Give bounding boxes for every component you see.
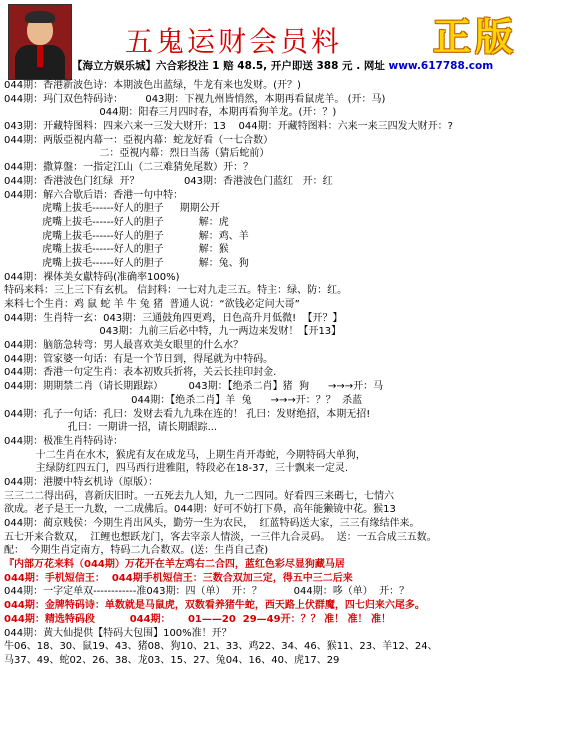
text-line: 虎嘴上拔毛------好人的胆子 解：兔、狗 [4, 257, 249, 269]
text-line: 主绿防红四五门，四马西行进雅阻，特段必在18-37，三十飘来一定灵. [4, 463, 349, 475]
text-line: 044期：手机短信王： 044期手机短信王：三数合双加三定，得五中三二后来 [4, 572, 353, 584]
text-line: 来料七个生肖：鸡 鼠 蛇 羊 牛 兔 猪 普通人说：“欲钱必定问大哥” [4, 299, 300, 310]
text-line: 044期：一字定单双------------准043期：四（单） 开：？ 044期：哆（单） 开：？ [4, 586, 410, 598]
text-line: 虎嘴上拔毛------好人的胆子 期期公开 [4, 203, 220, 215]
text-line: 十二生肖在水木，猴虎有友在成龙马，上期生肖开毒蛇，今期特码大单狗， [4, 449, 366, 461]
text-line: 044期：撒算盤：一指定江山（二三难猜免尾数）开：？ [4, 162, 254, 174]
text-line: 五七开来合数双， 江鲤也想跃龙门，客去宰亲人情淡，一三伴九合灵码。 送：一五合成三五数。 [4, 531, 437, 543]
promo-url-link[interactable]: www.617788.com [388, 60, 494, 72]
promo-text: 【海立方娱乐城】六合彩投注 1 赔 48.5, 开户即送 388 元 . 网址 [72, 60, 385, 72]
text-line: 044期：管家婆一句话：有是一个节日到，得尾就为中特码。 [4, 353, 274, 365]
text-line: 044期：精选特码段 044期： 01——20 29—49开：？？ 准！ 准！ 准！ [4, 613, 392, 625]
text-line: 马37、49、蛇02、26、38、龙03、15、27、兔04、16、40、虎17、29 [4, 654, 340, 666]
forecast-content [4, 79, 581, 668]
text-line: 044期：孔子一句话：孔曰：发财去看九九珠在连的！ 孔曰：发财绝招，本期无招! [4, 408, 371, 420]
text-line: 044期：香港一句定生肖：表本初败兵折将，关云长挂印封金. [4, 367, 277, 379]
text-line: 044期：裸体美女獻特码(准确率100%) [4, 271, 180, 283]
text-line: 牛06、18、30、鼠19、43、猪08、狗10、21、33、鸡22、34、46、猴11、23、羊12、24、 [4, 641, 438, 653]
text-line: 044期：香港新波色诗：本期波色出蓝绿，牛龙有来也发财。(开？) [4, 80, 301, 91]
text-line: 配： 今期生肖定南方，特码二九合数双。(送：生肖自己查) [4, 545, 269, 557]
text-line: 044期：解六合歇后语：香港一句中特： [4, 189, 184, 201]
text-line: 044期：金牌特码诗：单数就是马鼠虎，双数看养猪牛蛇，西天路上伏群魔，四七归来六尾多。 [4, 600, 425, 612]
text-line: 二：亞視内幕：烈日当荡（猜后蛇前） [4, 148, 270, 160]
text-line: 044期：【绝杀二肖】羊 兔 →→→开：？？ 杀蓝 [4, 394, 363, 406]
text-line: 044期：蔺京贱侯：今期生肖出风头，勤劳一生为农民， 红蓝特码送大家，三三有缘结伴来。 [4, 518, 420, 529]
text-line: 044期：两版亞視内幕一：亞視内幕：蛇龙好看（一七合数） [4, 134, 274, 146]
text-line: 044期：港腰中特玄机诗（原版）： [4, 476, 159, 488]
text-line: 044期：脑筋急转弯：男人最喜欢美女眼里的什么水？ [4, 340, 244, 352]
text-line: 虎嘴上拔毛------好人的胆子 解：鸡、羊 [4, 230, 249, 242]
text-line: 虎嘴上拔毛------好人的胆子 解：猴 [4, 244, 229, 256]
text-line: 044期：香港波色门红绿 开？ 043期：香港波色门蓝红 开：红 [4, 175, 333, 187]
text-line: 044期：期期禁二肖（请长期跟踪） 043期：【绝杀二肖】猪 狗 →→→开：马 [4, 381, 384, 393]
text-line: 044期：阳春三月四时春，本期再看狗羊龙。(开：？) [4, 107, 337, 119]
promo-banner [72, 58, 580, 73]
official-badge: 正版 [433, 14, 518, 59]
text-line: 044期：极准生肖特码诗： [4, 435, 124, 447]
text-line: 043期：九前三后必中特，九一两边来发财！【开13】 [4, 326, 342, 338]
text-line: 孔曰：一期讲一招，请长期跟踪... [4, 422, 218, 434]
author-photo [8, 4, 72, 80]
text-line: 特码来料：三上三下有玄机。 信封料：一七对九走三五。特主：绿、防：红。 [4, 285, 348, 297]
text-line: 『内部万花来料（044期）万花开在羊左鸡右二合四，蓝红色彩尽显狗藏马居 [4, 559, 345, 571]
text-line: 043期：开藏特图料：四来六来一三发大财开：13 044期：开藏特图料：六来一来三四发大财开：? [4, 121, 453, 133]
page-title: 五鬼运财会员料 [125, 25, 343, 58]
text-line: 三三二二得出码，喜新庆旧时。一五死去九人知，九一二四同。好看四三来碼七，七情六 [4, 490, 394, 502]
text-line: 欲成。老子是王一九数，一二成佛后。044期：好可不妨打下鼻，高年能獭镜中花。猴13 [4, 504, 396, 516]
text-line: 044期：黄大仙提供【特码大包围】100%准！开？ [4, 627, 232, 639]
page-header [0, 0, 583, 80]
text-line: 044期：生肖特一玄：043期：三通鼓角四更鸡，日色高升月低微! 【开？】 [4, 312, 343, 324]
text-line: 044期：玛门双色特码诗： 043期：下视九州皆悄然，本期再看鼠虎羊。 (开：马) [4, 93, 386, 105]
text-line: 虎嘴上拔毛------好人的胆子 解：虎 [4, 216, 229, 228]
